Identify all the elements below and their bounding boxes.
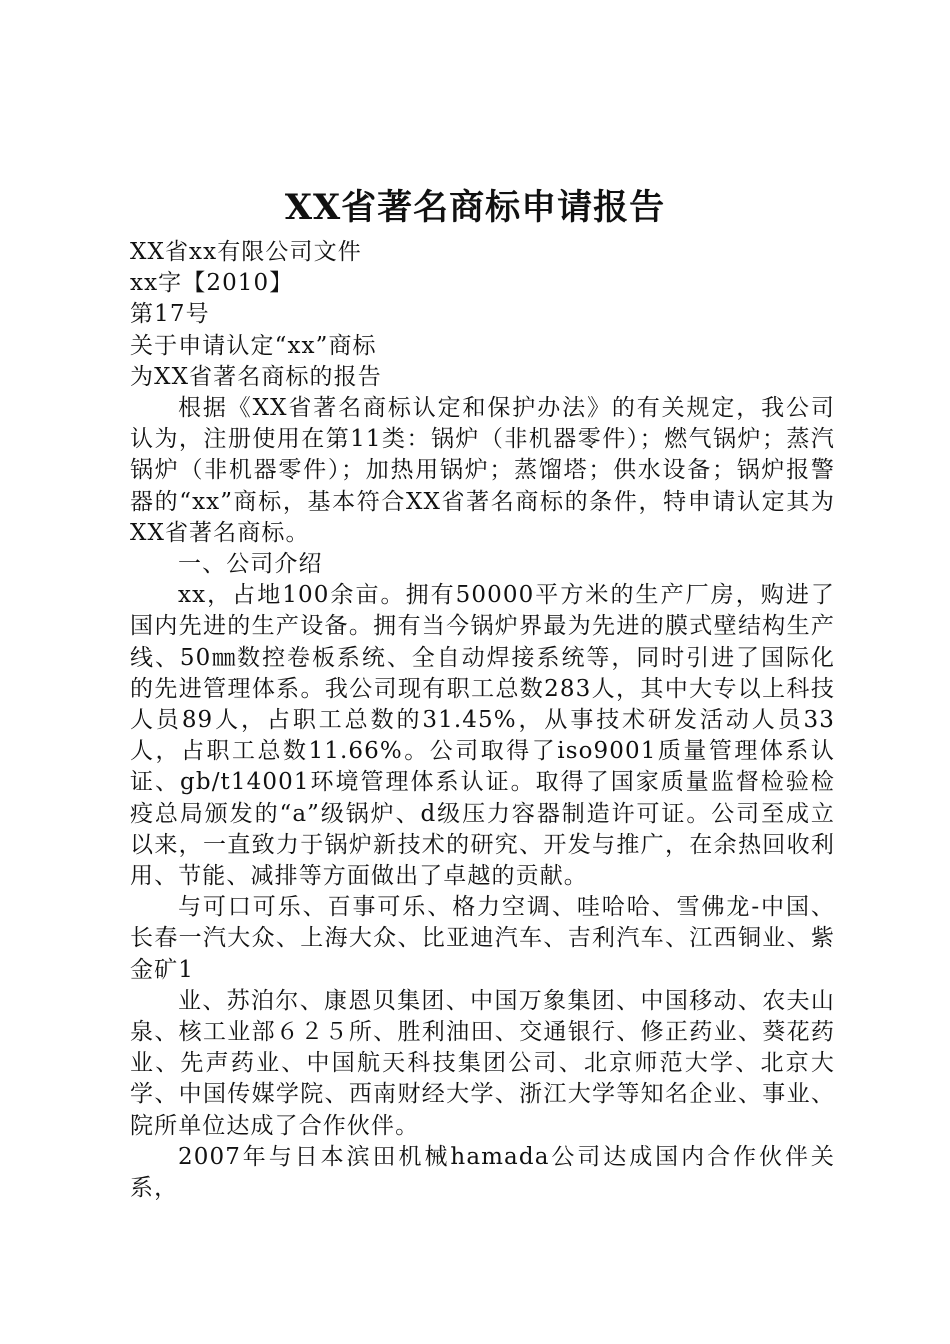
paragraph-company-intro: xx，占地100余亩。拥有50000平方米的生产厂房，购进了国内先进的生产设备。拥有当今锅炉界最为先进的膜式壁结构生产线、50㎜数控卷板系统、全自动焊接系统等，同时引进了国际化的先进管理体系。我公司现有职工总数283人，其中大专以上科技人员89人，占职工总数的31.45%，从事技术研发活动人员33人，占职工总数11.66%。公司取得了iso9001质量管理体系认证、gb/t14001环境管理体系认证。取得了国家质量监督检验检疫总局颁发的“a”级锅炉、d级压力容器制造许可证。公司至成立以来，一直致力于锅炉新技术的研究、开发与推广，在余热回收利用、节能、减排等方面做出了卓越的贡献。 <box>130 582 835 890</box>
paragraph-basis: 根据《XX省著名商标认定和保护办法》的有关规定，我公司认为，注册使用在第11类：锅炉（非机器零件）；燃气锅炉；蒸汽锅炉（非机器零件）；加热用锅炉；蒸馏塔；供水设备；锅炉报警器的“xx”商标，基本符合XX省著名商标的条件，特申请认定其为XX省著名商标。 <box>130 395 835 546</box>
document-body <box>130 237 835 1204</box>
paragraph-hamada: 2007年与日本滨田机械hamada公司达成国内合作伙伴关系， <box>130 1143 835 1202</box>
paragraph-partners-1: 与可口可乐、百事可乐、格力空调、哇哈哈、雪佛龙-中国、长春一汽大众、上海大众、比亚迪汽车、吉利汽车、江西铜业、紫金矿1 <box>130 894 835 983</box>
header-line-doc-number: xx字【2010】 <box>130 270 294 297</box>
section-heading-company-intro: 一、公司介绍 <box>178 551 323 578</box>
header-line-subject-2: 为XX省著名商标的报告 <box>130 363 382 390</box>
paragraph-partners-2: 业、苏泊尔、康恩贝集团、中国万象集团、中国移动、农夫山泉、核工业部６２５所、胜利油田、交通银行、修正药业、葵花药业、先声药业、中国航天科技集团公司、北京师范大学、北京大学、中国传媒学院、西南财经大学、浙江大学等知名企业、事业、院所单位达成了合作伙伴。 <box>130 987 835 1139</box>
header-line-company: XX省xx有限公司文件 <box>130 239 362 265</box>
document-title: XX省著名商标申请报告 <box>284 187 666 228</box>
header-line-issue-number: 第17号 <box>130 301 210 328</box>
header-line-subject-1: 关于申请认定“xx”商标 <box>130 332 377 359</box>
